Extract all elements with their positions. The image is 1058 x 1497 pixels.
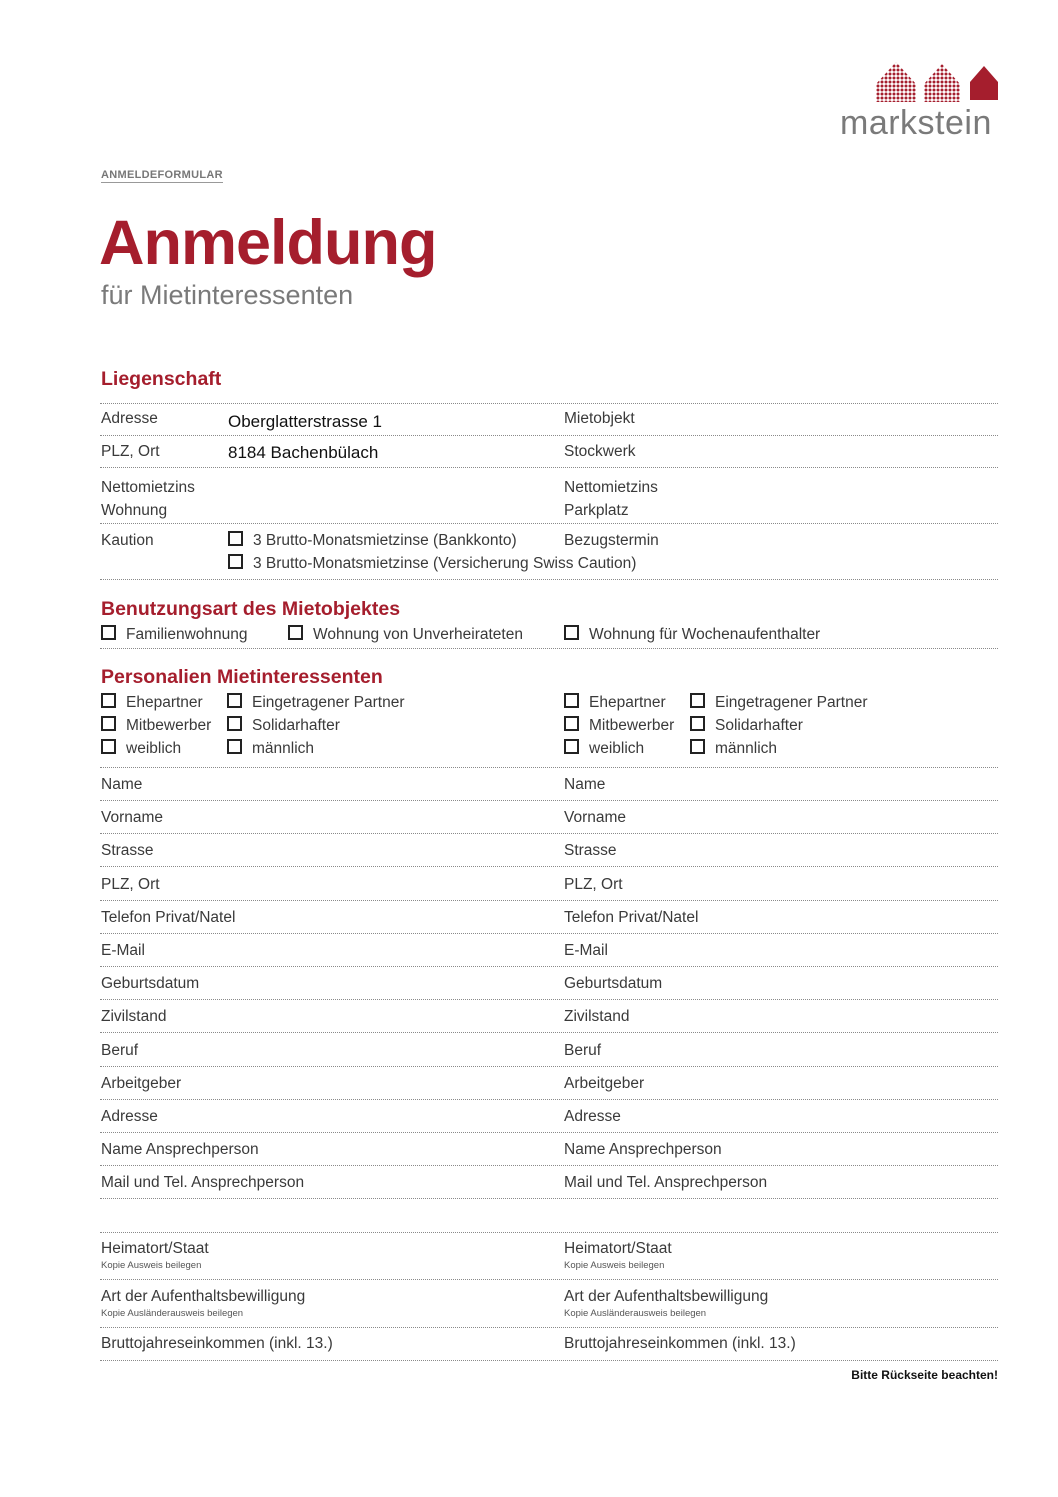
benutzung-option-wochenaufenthalter[interactable] (564, 625, 820, 644)
field-label: Beruf (564, 1042, 602, 1059)
field-label: PLZ, Ort (101, 876, 160, 893)
option-label: Wohnung für Wochenaufenthalter (589, 626, 821, 643)
page-title: Anmeldung (99, 208, 437, 278)
divider (100, 579, 998, 580)
option-label: 3 Brutto-Monatsmietzinse (Versicherung Swiss Caution) (253, 555, 637, 572)
field-label: E-Mail (101, 942, 145, 959)
section-benutzungsart-heading: Benutzungsart des Mietobjektes (101, 598, 401, 620)
divider (100, 999, 998, 1000)
field-label: Adresse (564, 1108, 621, 1125)
field-input[interactable] (281, 1108, 551, 1130)
field-input[interactable] (744, 942, 994, 964)
checkbox-icon[interactable] (227, 716, 242, 731)
heimatort-label: Heimatort/Staat (564, 1240, 672, 1257)
checkbox-icon[interactable] (101, 739, 116, 754)
divider (100, 1099, 998, 1100)
field-input[interactable] (744, 876, 994, 898)
divider (100, 767, 998, 768)
field-input[interactable] (744, 1108, 994, 1130)
divider (100, 403, 998, 404)
checkbox-icon[interactable] (288, 625, 303, 640)
field-label: Zivilstand (101, 1008, 167, 1025)
field-input[interactable] (744, 809, 994, 831)
field-label: Beruf (101, 1042, 139, 1059)
brand-name: markstein (840, 104, 992, 142)
adresse-label: Adresse (101, 410, 158, 427)
divider (100, 1327, 998, 1328)
heimatort-label: Heimatort/Staat (101, 1240, 209, 1257)
divider (100, 467, 998, 468)
field-label: Geburtsdatum (101, 975, 200, 992)
field-input[interactable] (744, 1174, 994, 1196)
checkbox-icon[interactable] (690, 739, 705, 754)
option-label: männlich (715, 740, 778, 757)
option-label: Solidarhafter (715, 717, 803, 734)
form-kicker: ANMELDEFORMULAR (101, 169, 223, 181)
option-label: Wohnung von Unverheirateten (313, 626, 523, 643)
divider (100, 933, 998, 934)
aufenthalt-label: Art der Aufenthaltsbewilligung (564, 1288, 769, 1305)
field-label: Telefon Privat/Natel (564, 909, 699, 926)
checkbox-icon[interactable] (564, 739, 579, 754)
option-maennlich[interactable] (690, 739, 777, 758)
divider (100, 900, 998, 901)
einkommen-label: Bruttojahreseinkommen (inkl. 13.) (564, 1335, 796, 1352)
heimatort-note: Kopie Ausweis beilegen (101, 1260, 202, 1271)
field-input[interactable] (281, 1008, 551, 1030)
field-input[interactable] (744, 909, 994, 931)
aufenthalt-label: Art der Aufenthaltsbewilligung (101, 1288, 306, 1305)
aufenthalt-note: Kopie Ausländerausweis beilegen (564, 1308, 707, 1319)
option-weiblich[interactable] (564, 739, 644, 758)
field-label: Name Ansprechperson (101, 1141, 259, 1158)
nettomietzins-wohnung-label (101, 476, 195, 522)
bezugstermin-label: Bezugstermin (564, 532, 659, 549)
kaution-option-bankkonto[interactable] (228, 531, 517, 550)
divider (100, 435, 998, 436)
kaution-option-swiss-caution[interactable] (228, 554, 636, 573)
checkbox-icon[interactable] (101, 693, 116, 708)
field-input[interactable] (281, 1042, 551, 1064)
divider (100, 866, 998, 867)
divider (100, 523, 998, 524)
logo-house-dotted-2 (924, 64, 960, 102)
checkbox-icon[interactable] (101, 625, 116, 640)
checkbox-icon[interactable] (228, 554, 243, 569)
divider (100, 648, 998, 649)
field-label: E-Mail (564, 942, 608, 959)
kaution-label: Kaution (101, 532, 154, 549)
divider (100, 1198, 998, 1199)
mietobjekt-label: Mietobjekt (564, 410, 635, 427)
option-label: weiblich (126, 740, 182, 757)
divider (100, 800, 998, 801)
option-label: männlich (252, 740, 315, 757)
option-ehepartner[interactable] (101, 693, 203, 712)
option-label: weiblich (589, 740, 645, 757)
divider (100, 1132, 998, 1133)
logo-house-solid (970, 66, 998, 100)
field-label: Adresse (101, 1108, 158, 1125)
benutzung-option-unverheiratete[interactable] (288, 625, 523, 644)
page-subtitle: für Mietinteressenten (101, 280, 354, 310)
aufenthalt-note: Kopie Ausländerausweis beilegen (101, 1308, 244, 1319)
field-label: Mail und Tel. Ansprechperson (564, 1174, 768, 1191)
field-label: Mail und Tel. Ansprechperson (101, 1174, 305, 1191)
option-solidarhafter[interactable] (227, 716, 340, 735)
option-eingetragener-partner[interactable] (690, 693, 868, 712)
benutzung-option-familienwohnung[interactable] (101, 625, 248, 644)
checkbox-icon[interactable] (564, 716, 579, 731)
field-label: Name (564, 776, 606, 793)
checkbox-icon[interactable] (227, 693, 242, 708)
section-personalien-heading: Personalien Mietinteressenten (101, 666, 383, 688)
option-mitbewerber[interactable] (564, 716, 674, 735)
field-label: Telefon Privat/Natel (101, 909, 236, 926)
field-label: Name (101, 776, 143, 793)
label-line: Parkplatz (564, 502, 629, 519)
logo-house-dotted-1 (876, 62, 916, 102)
option-label: Ehepartner (126, 694, 203, 711)
option-ehepartner[interactable] (564, 693, 666, 712)
label-line: Nettomietzins (564, 479, 658, 496)
field-label: PLZ, Ort (564, 876, 623, 893)
stockwerk-label: Stockwerk (564, 443, 636, 460)
option-label: Mitbewerber (589, 717, 675, 734)
checkbox-icon[interactable] (564, 693, 579, 708)
field-input[interactable] (744, 1042, 994, 1064)
option-maennlich[interactable] (227, 739, 314, 758)
field-input[interactable] (281, 1174, 551, 1196)
option-eingetragener-partner[interactable] (227, 693, 405, 712)
divider (100, 1232, 998, 1233)
nettomietzins-parkplatz-label (564, 476, 658, 522)
field-label: Zivilstand (564, 1008, 630, 1025)
checkbox-icon[interactable] (228, 531, 243, 546)
option-weiblich[interactable] (101, 739, 181, 758)
field-input[interactable] (281, 975, 551, 997)
checkbox-icon[interactable] (690, 693, 705, 708)
field-input[interactable] (744, 842, 994, 864)
option-solidarhafter[interactable] (690, 716, 803, 735)
field-label: Name Ansprechperson (564, 1141, 722, 1158)
field-input[interactable] (744, 1075, 994, 1097)
divider (100, 1279, 998, 1280)
divider (100, 1360, 998, 1361)
option-label: Mitbewerber (126, 717, 212, 734)
field-label: Strasse (101, 842, 154, 859)
divider (100, 1165, 998, 1166)
label-line: Nettomietzins (101, 479, 195, 496)
option-label: Solidarhafter (252, 717, 340, 734)
adresse-field[interactable]: Oberglatterstrasse 1 (228, 412, 383, 431)
option-label: Ehepartner (589, 694, 666, 711)
checkbox-icon[interactable] (564, 625, 579, 640)
field-label: Arbeitgeber (101, 1075, 182, 1092)
einkommen-label: Bruttojahreseinkommen (inkl. 13.) (101, 1335, 333, 1352)
option-label: Eingetragener Partner (715, 694, 868, 711)
field-label: Strasse (564, 842, 617, 859)
checkbox-icon[interactable] (690, 716, 705, 731)
field-input[interactable] (281, 842, 551, 864)
field-input[interactable] (744, 776, 994, 798)
field-input[interactable] (744, 1141, 994, 1163)
logo-mark-icon (872, 60, 1000, 104)
divider (100, 833, 998, 834)
field-input[interactable] (281, 876, 551, 898)
checkbox-icon[interactable] (101, 716, 116, 731)
field-input[interactable] (281, 809, 551, 831)
checkbox-icon[interactable] (227, 739, 242, 754)
footer-note: Bitte Rückseite beachten! (851, 1368, 998, 1382)
option-label: Eingetragener Partner (252, 694, 405, 711)
label-line: Wohnung (101, 502, 168, 519)
field-input[interactable] (744, 1008, 994, 1030)
plz-ort-field[interactable]: 8184 Bachenbülach (228, 443, 379, 462)
field-input[interactable] (281, 1075, 551, 1097)
divider (100, 1032, 998, 1033)
divider (100, 1066, 998, 1067)
field-label: Geburtsdatum (564, 975, 663, 992)
option-label: 3 Brutto-Monatsmietzinse (Bankkonto) (253, 532, 517, 549)
divider (100, 966, 998, 967)
heimatort-note: Kopie Ausweis beilegen (564, 1260, 665, 1271)
field-input[interactable] (744, 975, 994, 997)
option-label: Familienwohnung (126, 626, 248, 643)
plz-ort-label: PLZ, Ort (101, 443, 160, 460)
option-mitbewerber[interactable] (101, 716, 211, 735)
field-label: Vorname (564, 809, 627, 826)
section-liegenschaft-heading: Liegenschaft (101, 368, 222, 390)
field-input[interactable] (281, 776, 551, 798)
field-input[interactable] (281, 909, 551, 931)
field-label: Vorname (101, 809, 164, 826)
field-input[interactable] (281, 1141, 551, 1163)
field-label: Arbeitgeber (564, 1075, 645, 1092)
field-input[interactable] (281, 942, 551, 964)
